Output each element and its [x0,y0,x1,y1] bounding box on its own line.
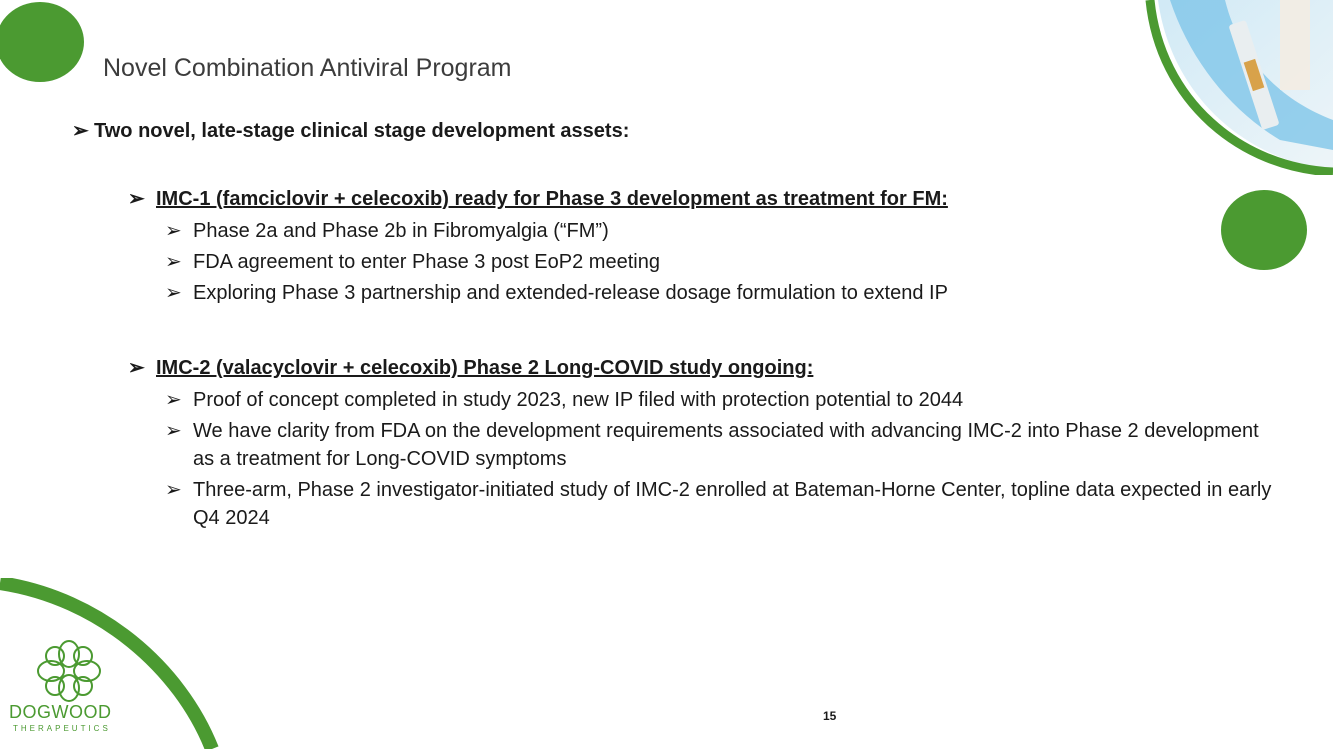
logo-name: DOGWOOD [9,702,112,722]
bullet-text: Phase 2a and Phase 2b in Fibromyalgia (“FM”) [193,220,609,242]
arrow-bullet-icon: ➢ [165,389,182,411]
arrow-bullet-icon: ➢ [72,120,89,142]
arrow-bullet-icon: ➢ [165,251,182,273]
dogwood-flower-icon [33,640,105,702]
section-heading-text: IMC-1 (famciclovir + celecoxib) ready for Phase 3 development as treatment for FM: [156,188,948,210]
arrow-bullet-icon: ➢ [128,188,145,210]
arrow-bullet-icon: ➢ [165,220,182,242]
logo-subtitle: THERAPEUTICS [13,724,111,733]
section-heading-imc1 [128,186,948,211]
top-right-medical-image [1130,0,1333,175]
bullet-text: FDA agreement to enter Phase 3 post EoP2 meeting [193,251,660,273]
section-heading-text: IMC-2 (valacyclovir + celecoxib) Phase 2 Long-COVID study ongoing: [156,357,814,379]
list-item [165,386,1273,414]
top-left-green-circle [0,2,84,82]
page-number: 15 [823,709,837,723]
intro-line [72,118,629,143]
list-item [165,248,1273,276]
section-bullets-imc1 [165,217,1273,307]
list-item [165,217,1273,245]
arrow-bullet-icon: ➢ [128,357,145,379]
slide-title: Novel Combination Antiviral Program [103,54,512,82]
arrow-bullet-icon: ➢ [165,479,182,501]
list-item [165,476,1273,532]
section-bullets-imc2 [165,386,1273,532]
section-heading-imc2 [128,355,813,380]
bullet-text: We have clarity from FDA on the development requirements associated with advancing IMC-2 into Phase 2 development as a treatment for Long-COVID symptoms [193,420,1259,470]
bullet-text: Exploring Phase 3 partnership and extended-release dosage formulation to extend IP [193,282,948,304]
bullet-text: Proof of concept completed in study 2023, new IP filed with protection potential to 2044 [193,389,964,411]
arrow-bullet-icon: ➢ [165,420,182,442]
bullet-text: Three-arm, Phase 2 investigator-initiated study of IMC-2 enrolled at Bateman-Horne Center, topline data expected in early Q4 2024 [193,479,1272,529]
list-item [165,279,1273,307]
arrow-bullet-icon: ➢ [165,282,182,304]
intro-text: Two novel, late-stage clinical stage development assets: [94,120,630,142]
list-item [165,417,1273,473]
